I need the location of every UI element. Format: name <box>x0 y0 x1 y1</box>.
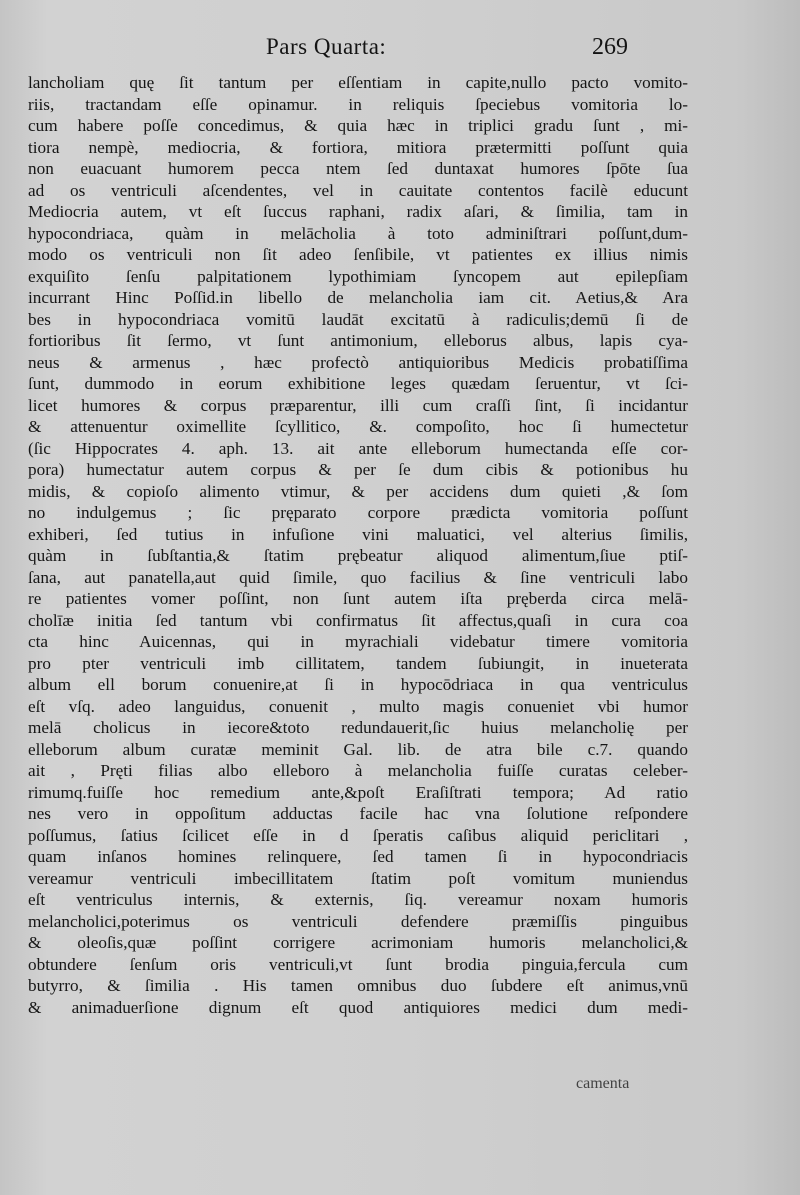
text-line: (ſic Hippocrates 4. aph. 13. ait ante elleborum humectanda eſſe cor- <box>28 438 688 458</box>
text-line: midis, & copioſo alimento vtimur, & per accidens dum quieti ,& ſom <box>28 481 688 501</box>
text-line: Mediocria autem, vt eſt ſuccus raphani, radix aſari, & ſimilia, tam in <box>28 202 688 221</box>
page-number: 269 <box>592 34 628 60</box>
text-line: licet humores & corpus præparentur, illi cum craſſi ſint, ſi incidantur <box>28 395 688 415</box>
text-line: melancholici,poterimus os ventriculi defendere præmiſſis pinguibus <box>28 911 688 931</box>
text-line: bes in hypocondriaca vomitū laudāt excitatū à radiculis;demū ſi de <box>28 309 688 329</box>
text-line: hypocondriaca, quàm in melācholia à toto adminiſtrari poſſunt,dum- <box>28 223 688 243</box>
text-line: ſunt, dummodo in eorum exhibitione leges quædam ſeruentur, vt ſci- <box>28 374 688 393</box>
text-line: cum habere poſſe concedimus, & quia hæc in triplici gradu ſunt , mi- <box>28 116 688 135</box>
text-line: quàm in ſubſtantia,& ſtatim prębeatur aliquod alimentum,ſiue ptiſ- <box>28 546 688 565</box>
text-line: eſt vſq. adeo languidus, conuenit , multo magis conueniet vbi humor <box>28 696 688 716</box>
page-header <box>0 34 800 68</box>
text-line: poſſumus, ſatius ſcilicet eſſe in d ſperatis caſibus aliquid periclitari , <box>28 825 688 845</box>
text-line: eſt ventriculus internis, & externis, ſiq. vereamur noxam humoris <box>28 890 688 909</box>
text-line: exhiberi, ſed tutius in infuſione vini maluatici, vel alterius ſimilis, <box>28 524 688 544</box>
text-line: pro pter ventriculi imb cillitatem, tandem ſubiungit, in inueterata <box>28 653 688 673</box>
text-line: neus & armenus , hæc profectò antiquioribus Medicis probatiſſima <box>28 352 688 372</box>
text-line: vereamur ventriculi imbecillitatem ſtatim poſt vomitum muniendus <box>28 868 688 888</box>
text-line: cta hinc Auicennas, qui in myrachiali videbatur timere vomitoria <box>28 632 688 651</box>
text-line: & attenuentur oximellite ſcyllitico, &. compoſito, hoc ſi humectetur <box>28 417 688 436</box>
text-line: nes vero in oppoſitum adductas facile hac vna ſolutione reſpondere <box>28 804 688 823</box>
text-line: obtundere ſenſum oris ventriculi,vt ſunt brodia pinguia,fercula cum <box>28 954 688 974</box>
text-line: pora) humectatur autem corpus & per ſe dum cibis & potionibus hu <box>28 460 688 479</box>
text-line: fortioribus ſit ſermo, vt ſunt antimonium, elleborus albus, lapis cya- <box>28 331 688 350</box>
text-line: modo os ventriculi non ſit adeo ſenſibile, vt patientes ex illius nimis <box>28 245 688 264</box>
text-line: quam inſanos homines relinquere, ſed tamen ſi in hypocondriacis <box>28 847 688 866</box>
catchword: camenta <box>576 1075 630 1092</box>
text-line: re patientes vomer poſſint, non ſunt autem iſta pręberda circa melā- <box>28 589 688 608</box>
text-line: & oleoſis,quæ poſſint corrigere acrimoniam humoris melancholici,& <box>28 933 688 952</box>
text-line: ad os ventriculi aſcendentes, vel in cauitate contentos facilè educunt <box>28 180 688 200</box>
text-line: cholīæ initia ſed tantum vbi confirmatus ſit affectus,quaſi in cura coa <box>28 610 688 630</box>
text-line: incurrant Hinc Poſſid.in libello de melancholia iam cit. Aetius,& Ara <box>28 288 688 307</box>
text-line: album ell borum conuenire,at ſi in hypocōdriaca in qua ventriculus <box>28 675 688 694</box>
text-body <box>28 72 688 1018</box>
text-line: ait , Pręti filias albo elleboro à melancholia fuiſſe curatas celeber- <box>28 761 688 780</box>
text-line: riis, tractandam eſſe opinamur. in reliquis ſpeciebus vomitoria lo- <box>28 94 688 114</box>
text-line: elleborum album curatæ meminit Gal. lib. de atra bile c.7. quando <box>28 739 688 759</box>
text-line: non euacuant humorem pecca ntem ſed duntaxat humores ſpōte ſua <box>28 159 688 178</box>
text-line: tiora nempè, mediocria, & fortiora, mitiora prætermitti poſſunt quia <box>28 137 688 157</box>
running-head: Pars Quarta: <box>266 34 387 59</box>
text-line: no indulgemus ; ſic pręparato corpore prædicta vomitoria poſſunt <box>28 503 688 522</box>
text-line: melā cholicus in iecore&toto redundauerit,ſic huius melancholię per <box>28 718 688 737</box>
text-line: butyrro, & ſimilia . His tamen omnibus duo ſubdere eſt animus,vnū <box>28 976 688 995</box>
text-line: & animaduerſione dignum eſt quod antiquiores medici dum medi- <box>28 997 688 1017</box>
text-line: exquiſito ſenſu palpitationem lypothimiam ſyncopem aut epilepſiam <box>28 266 688 286</box>
text-line: rimumq.fuiſſe hoc remedium ante,&poſt Eraſiſtrati tempora; Ad ratio <box>28 782 688 802</box>
text-line: lancholiam quę ſit tantum per eſſentiam in capite,nullo pacto vomito- <box>28 73 688 92</box>
text-line: ſana, aut panatella,aut quid ſimile, quo facilius & ſine ventriculi labo <box>28 567 688 587</box>
